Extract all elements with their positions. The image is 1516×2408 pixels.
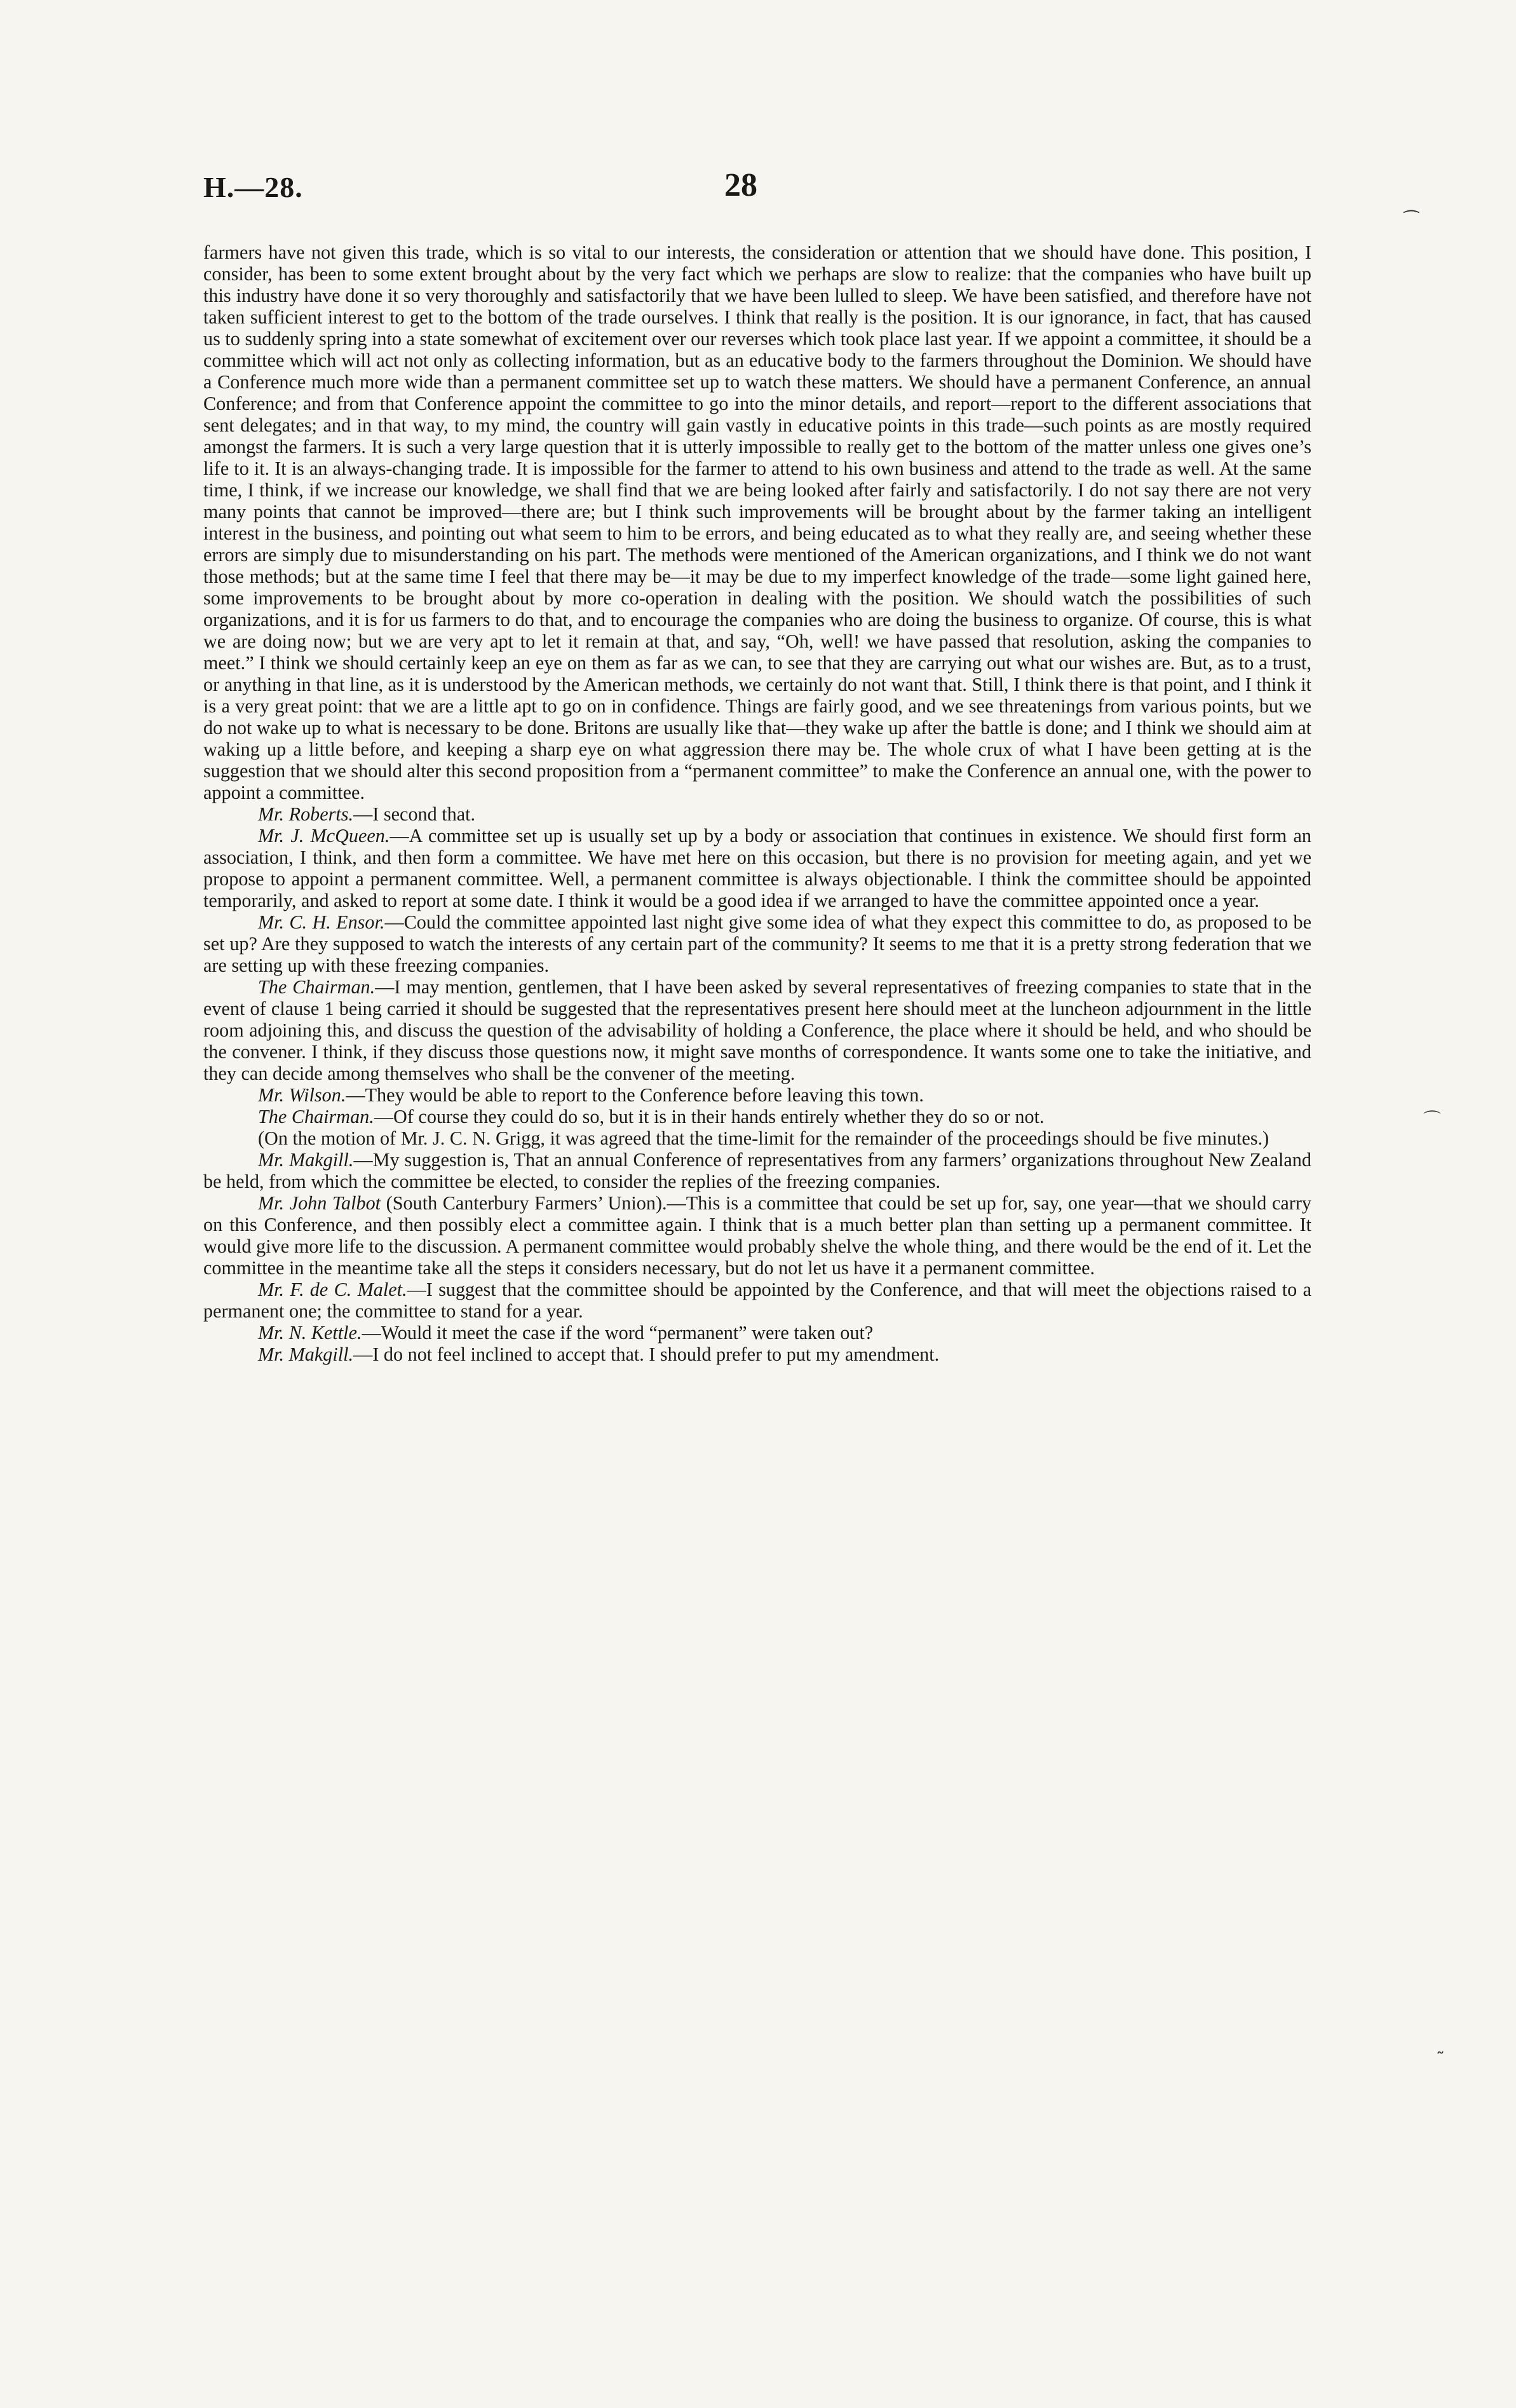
paragraph-1: farmers have not given this trade, which is so vital to our interests, the consideration or attention that we should have done. This position, I consider, has been to some extent brought about by the very fact which we perhaps are slow to realize: that the companies who have built up this industry have done it so very thoroughly and satisfactorily that we have been lulled to sleep. We have been satisfied, and therefore have not taken sufficient interest to get to the bottom of the trade ourselves. I think that really is the position. It is our ignorance, in fact, that has caused us to suddenly spring into a state somewhat of excitement over our reverses which took place last year. If we appoint a committee, it should be a committee which will act not only as collecting information, but as an educative body to the farmers throughout the Dominion. We should have a Conference much more wide than a permanent committee set up to watch these matters. We should have a permanent Conference, an annual Conference; and from that Conference appoint the committee to go into the minor details, and report—report to the different associations that sent delegates; and in that way, to my mind, the country will gain vastly in educative points in this trade—such points as are mostly required amongst the farmers. It is such a very large question that it is utterly impossible to really get to the bottom of the matter unless one gives one’s life to it. It is an always-changing trade. It is impossible for the farmer to attend to his own business and attend to the trade as well. At the same time, I think, if we increase our knowledge, we shall find that we are being looked after fairly and satisfactorily. I do not say there are not very many points that cannot be improved—there are; but I think such improvements will be brought about by the farmer taking an intelligent interest in the business, and pointing out what seem to him to be errors, and being educated as to what they really are, and seeing whether these errors are simply due to misunderstanding on his part. The methods were mentioned of the American organizations, and I think we do not want those methods; but at the same time I feel that there may be—it may be due to my imperfect knowledge of the trade—some light gained here, some improvements to be brought about by more co-operation in dealing with the position. We should watch the possibilities of such organizations, and it is for us farmers to do that, and to encourage the companies who are doing the business to organize. Of course, this is what we are doing now; but we are very apt to let it remain at that, and say, “Oh, well! we have passed that resolution, asking the companies to meet.” I think we should certainly keep an eye on them as far as we can, to see that they are carrying out what our wishes are. But, as to a trust, or anything in that line, as it is understood by the American methods, we certainly do not want that. Still, I think there is that point, and I think it is a very great point: that we are a little apt to go on in confidence. Things are fairly good, and we see threatenings from various points, but we do not wake up to what is necessary to be done. Britons are usually like that—they wake up after the battle is done; and I think we should aim at waking up a little before, and keeping a sharp eye on what aggression there may be. The whole crux of what I have been getting at is the suggestion that we should alter this second proposition from a “permanent committee” to make the Conference an annual one, with the power to appoint a committee. [203, 241, 1311, 803]
paragraph-6: Mr. Wilson.—They would be able to report to the Conference before leaving this town. [258, 1084, 924, 1106]
page-number: 28 [724, 167, 757, 203]
paragraph-2: Mr. Roberts.—I second that. [258, 803, 476, 825]
margin-mark-icon: ⁀ [1404, 210, 1419, 231]
margin-mark-icon: ˷ [1436, 2034, 1445, 2055]
paragraph-11: Mr. F. de C. Malet.—I suggest that the committee should be appointed by the Conference, and that will meet the objections raised to a permanent one; the committee to stand for a year. [203, 1279, 1311, 1322]
speaker-name: Mr. C. H. Ensor. [258, 911, 385, 933]
speaker-name: Mr. Wilson. [258, 1084, 346, 1106]
paragraph-13: Mr. Makgill.—I do not feel inclined to accept that. I should prefer to put my amendment. [258, 1343, 940, 1365]
page-header [203, 167, 1309, 215]
speaker-name: Mr. F. de C. Malet. [258, 1279, 407, 1300]
speaker-name: Mr. J. McQueen. [258, 825, 390, 847]
speaker-name: The Chairman. [258, 1106, 374, 1127]
paragraph-10: Mr. John Talbot (South Canterbury Farmers’ Union).—This is a committee that could be set up for, say, one year—that we should carry on this Conference, and then possibly elect a committee again. I think that is a much better plan than setting up a permanent committee. It would give more life to the discussion. A permanent committee would probably shelve the whole thing, and there would be the end of it. Let the committee in the meantime take all the steps it considers necessary, but do not let us have it a permanent committee. [203, 1192, 1311, 1279]
paragraph-8: (On the motion of Mr. J. C. N. Grigg, it was agreed that the time-limit for the remainder of the proceedings should be five minutes.) [258, 1127, 1269, 1149]
speaker-name: Mr. Makgill. [258, 1149, 354, 1171]
speaker-name: Mr. John Talbot [258, 1192, 381, 1214]
paragraph-4: Mr. C. H. Ensor.—Could the committee appointed last night give some idea of what they expect this committee to do, as proposed to be set up? Are they supposed to watch the interests of any certain part of the community? It seems to me that it is a pretty strong federation that we are setting up with these freezing companies. [203, 911, 1311, 976]
speaker-name: Mr. N. Kettle. [258, 1322, 362, 1343]
paragraph-5: The Chairman.—I may mention, gentlemen, that I have been asked by several representatives of freezing companies to state that in the event of clause 1 being carried it should be suggested that the representatives present here should meet at the luncheon adjournment in the little room adjoining this, and discuss the question of the advisability of holding a Conference, the place where it should be held, and who should be the convener. I think, if they discuss those questions now, it might save months of correspondence. It wants some one to take the initiative, and they can decide among themselves who shall be the convener of the meeting. [203, 976, 1311, 1084]
paragraph-7: The Chairman.—Of course they could do so, but it is in their hands entirely whether they do so or not. [258, 1106, 1045, 1127]
margin-mark-icon: ⌒ [1423, 1109, 1442, 1130]
paragraph-9: Mr. Makgill.—My suggestion is, That an annual Conference of representatives from any farmers’ organizations throughout New Zealand be held, from which the committee be elected, to consider the replies of the freezing companies. [203, 1149, 1311, 1192]
speaker-name: Mr. Roberts. [258, 803, 354, 825]
speaker-name: Mr. Makgill. [258, 1343, 354, 1365]
paragraph-12: Mr. N. Kettle.—Would it meet the case if the word “permanent” were taken out? [258, 1322, 874, 1343]
body-text [203, 241, 1311, 1365]
paragraph-3: Mr. J. McQueen.—A committee set up is usually set up by a body or association that continues in existence. We should first form an association, I think, and then form a committee. We have met here on this occasion, but there is no provision for meeting again, and yet we propose to appoint a permanent committee. Well, a permanent committee is always objectionable. I think the committee should be appointed temporarily, and asked to report at some date. I think it would be a good idea if we arranged to have the committee appointed once a year. [203, 825, 1311, 911]
speaker-name: The Chairman. [258, 976, 376, 998]
document-reference: H.—28. [203, 171, 303, 203]
